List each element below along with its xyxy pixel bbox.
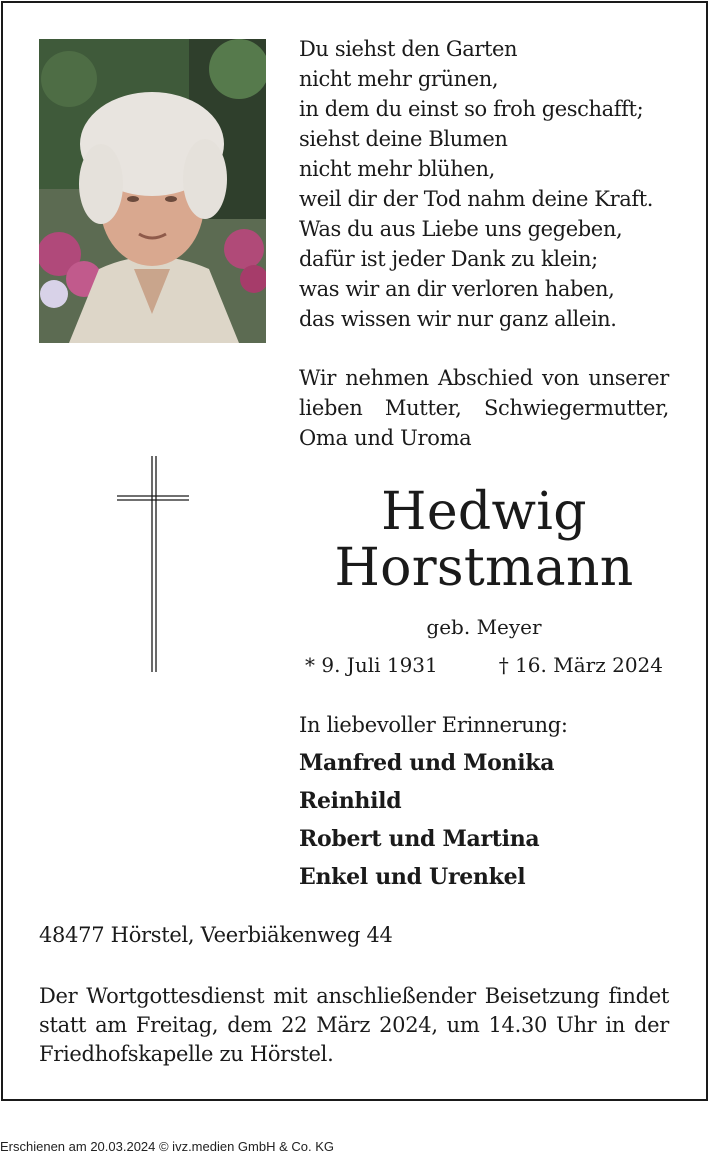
mourner-item: Robert und Martina: [299, 826, 540, 852]
mourner-address: 48477 Hörstel, Veerbiäkenweg 44: [39, 923, 393, 947]
service-info: Der Wortgottesdienst mit anschließender Beisetzung findet statt am Freitag, dem 22 März 2024, um 14.30 Uhr in der Friedhofskapelle zu Hörstel.: [39, 984, 669, 1066]
last-name: Horstmann: [334, 538, 634, 598]
mourner-item: Manfred und Monika: [299, 750, 555, 776]
mourners-list: [299, 744, 554, 896]
mourner-item: Enkel und Urenkel: [299, 864, 526, 890]
birth-date: * 9. Juli 1931: [305, 653, 438, 677]
first-name: Hedwig: [381, 482, 587, 542]
remembrance-label: In liebevoller Erinnerung:: [299, 713, 568, 737]
death-date: † 16. März 2024: [498, 653, 663, 677]
poem-text: Du siehst den Garten nicht mehr grünen, in dem du einst so froh geschafft; siehst deine Blumen nicht mehr blühen, weil dir der Tod nahm deine Kraft. Was du aus Liebe uns gegeben, dafür ist jeder Dank zu klein; was wir an dir verloren haben, das wissen wir nur ganz allein.: [299, 37, 654, 331]
portrait-photo: [39, 39, 266, 343]
cross-icon: [117, 456, 189, 672]
deceased-name: [299, 484, 669, 596]
birth-name: geb. Meyer: [426, 615, 542, 639]
farewell-intro: Wir nehmen Abschied von unserer lieben Mutter, Schwiegermutter, Oma und Uroma: [299, 366, 669, 450]
mourner-item: Reinhild: [299, 788, 402, 814]
publication-footer: Erschienen am 20.03.2024 © ivz.medien GmbH & Co. KG: [0, 1139, 335, 1154]
